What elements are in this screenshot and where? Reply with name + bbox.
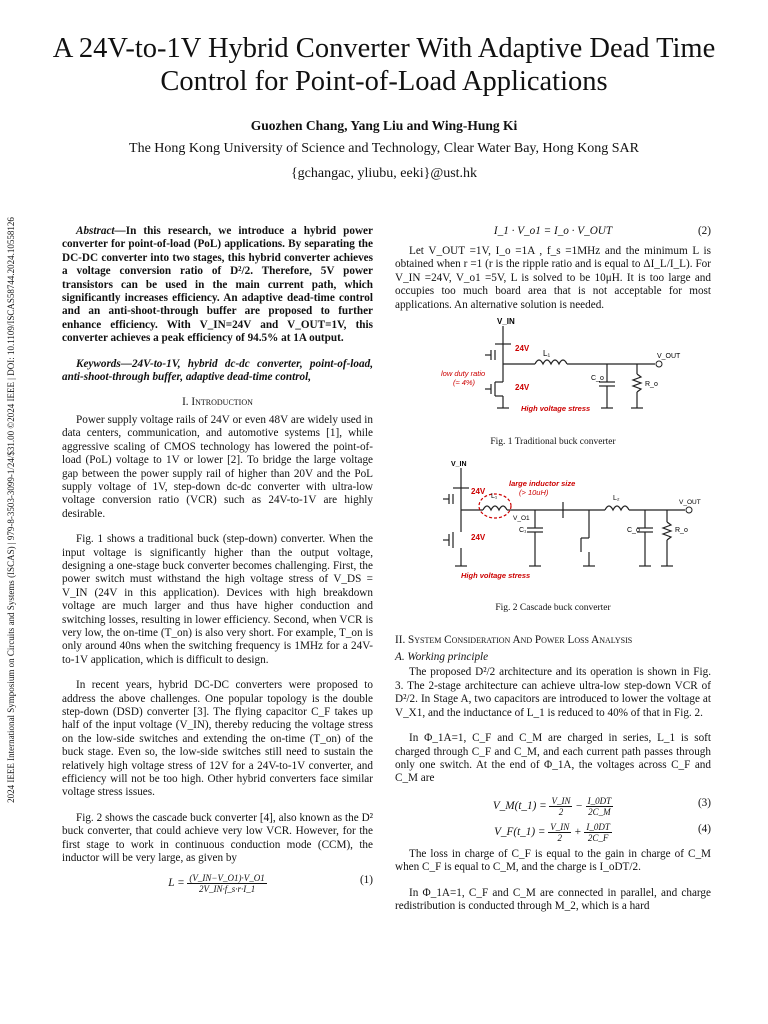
eq3-n2: I_0DT bbox=[587, 795, 612, 806]
paper-title: A 24V-to-1V Hybrid Converter With Adaptive Dead Time Control for Point-of-Load Applications bbox=[52, 33, 716, 97]
intro-paragraph-4: Fig. 2 shows the cascade buck converter [4], also known as the D² buck converter, that could achieve very low VCR. However, for the first stage to work in continuous conduction mode (CCM), the inductor will be very large, as given by bbox=[62, 811, 373, 865]
subsection-a-heading: A. Working principle bbox=[395, 651, 489, 664]
paragraph-7: In Φ_1A=1, C_F and C_M are charged in series, L_1 is soft charged through C_F and C_M, and each current path passes through only one switch. At the end of Φ_1A, the voltages across C_F and C_M are bbox=[395, 732, 711, 785]
fig2-large-inductor: large inductor size bbox=[509, 478, 576, 488]
left-column bbox=[62, 225, 373, 895]
eq4-lhs: V_F(t_1) = bbox=[494, 825, 546, 838]
eq3-d1: 2 bbox=[558, 806, 564, 817]
eq3-number: (3) bbox=[697, 796, 711, 809]
fig1-low-duty-value: (≈ 4%) bbox=[453, 378, 476, 388]
keywords bbox=[62, 358, 373, 385]
eq2-body: I_1 · V_o1 = I_o · V_OUT bbox=[493, 225, 613, 237]
fig1-vin-label: V_IN bbox=[497, 318, 515, 327]
keywords-text: 24V-to-1V, hybrid dc-dc converter, point-of-load, anti-shoot-through buffer, adaptive dead-time control, bbox=[62, 357, 373, 384]
equation-1 bbox=[62, 869, 373, 895]
fig1-24v-bottom: 24V bbox=[515, 383, 530, 393]
eq4-operator: + bbox=[574, 825, 582, 838]
fig2-vin-label: V_IN bbox=[451, 460, 467, 468]
fig2-vout-label: V_OUT bbox=[679, 498, 701, 506]
fig2-c1-label: C₁ bbox=[519, 526, 527, 534]
fig2-l2-label: L₂ bbox=[613, 494, 620, 502]
authors: Guozhen Chang, Yang Liu and Wing-Hung Ki bbox=[250, 118, 518, 133]
paragraph-8: The loss in charge of C_F is equal to the gain in charge of C_M when C_F is equal to C_M, and the charge is I_oDT/2. bbox=[395, 847, 711, 874]
eq1-number: (1) bbox=[359, 874, 373, 887]
eq3-operator: − bbox=[575, 799, 583, 812]
fig2-co-label: C_o bbox=[627, 526, 640, 534]
doi-sidebar bbox=[3, 190, 19, 830]
fig2-vo1-label: V_O1 bbox=[513, 514, 530, 522]
affiliation: The Hong Kong University of Science and Technology, Clear Water Bay, Hong Kong SAR bbox=[129, 141, 639, 156]
fig2-caption: Fig. 2 Cascade buck converter bbox=[495, 603, 611, 614]
fig2-hv-stress: High voltage stress bbox=[461, 570, 531, 580]
eq4-d2: 2C_F bbox=[587, 832, 609, 843]
fig1-ro-label: R_o bbox=[645, 381, 658, 389]
fig2-24v-bottom: 24V bbox=[471, 532, 486, 542]
eq4-d1: 2 bbox=[557, 832, 562, 843]
fig1-schematic bbox=[395, 318, 711, 430]
fig1-24v-top: 24V bbox=[515, 344, 530, 354]
paragraph-9: In Φ_1A=1, C_F and C_M are connected in parallel, and charge redistribution is conducted through M_2, which is a hard bbox=[395, 886, 711, 912]
right-column bbox=[395, 225, 711, 913]
eq3-lhs: V_M(t_1) = bbox=[492, 799, 547, 812]
keywords-label: Keywords— bbox=[76, 357, 132, 370]
fig2-schematic bbox=[395, 458, 711, 596]
eq3-d2: 2C_M bbox=[588, 806, 611, 817]
fig1-low-duty-label: low duty ratio bbox=[441, 369, 486, 379]
fig1-caption: Fig. 1 Traditional buck converter bbox=[490, 437, 616, 448]
paragraph-5: Let V_OUT =1V, I_o =1A , f_s =1MHz and the minimum L is obtained when r =1 (r is the ripple ratio and is equal to ΔI_L/I_L). For V_IN =24V, V_o1 =5V, L is solved to be 10μH. It is too large and occupies too much board area that is not acceptable for most applications. An alternative solution is needed. bbox=[395, 245, 711, 311]
fig2-l1-label: L₁ bbox=[491, 492, 498, 500]
fig1-hv-stress: High voltage stress bbox=[521, 404, 591, 414]
intro-paragraph-3: In recent years, hybrid DC-DC converters were proposed to address the above challenges. One popular topology is the double step-down (DSD) converter [3]. The flying capacitor C_F takes up half of the input voltage (V_IN), thereby reducing the voltage stress on the low-side switches and extending the on-time (T_on) of the buck stage. Even so, the low-side switches still need to sustain the relatively high voltage stress of 12V for a 24V-to-1V converter, and efficiency will not be too high. Other hybrid converters face similar voltage stress issues. bbox=[62, 679, 373, 799]
equation-2 bbox=[395, 225, 711, 245]
fig1-vout-label: V_OUT bbox=[657, 353, 681, 361]
eq1-denominator: 2V_IN·f_s·r·I_1 bbox=[198, 884, 256, 895]
eq1-lhs: L = bbox=[168, 877, 185, 890]
fig1-co-label: C_o bbox=[591, 375, 604, 383]
figure-2 bbox=[395, 458, 711, 616]
eq4-number: (4) bbox=[697, 822, 711, 835]
equation-3 bbox=[395, 792, 711, 818]
abstract-label: Abstract— bbox=[76, 225, 126, 237]
author-emails: {gchangac, yliubu, eeki}@ust.hk bbox=[290, 166, 478, 181]
eq1-numerator: (V_IN−V_O1)·V_O1 bbox=[189, 873, 265, 884]
intro-paragraph-2: Fig. 1 shows a traditional buck (step-down) converter. When the input voltage is significantly higher than the output voltage, designing a one-stage buck converter becomes challenging. First, the power switch must withstand the high voltage stress of V_DS = V_IN (24V in this application). Devices with high breakdown voltage are much larger and thus have higher conduction and switching losses, resulting in lower efficiency. Second, when VCR is very low, the on-time (T_on) is also very short. For example, T_on is only around 40ns when the switching frequency is 1MHz for a 24V-to-1V application, which is difficult to design. bbox=[62, 533, 373, 666]
eq2-number: (2) bbox=[697, 225, 711, 237]
fig2-24v-top: 24V bbox=[471, 486, 486, 496]
section-heading-system: II. System Consideration And Power Loss Analysis bbox=[395, 633, 633, 646]
figure-1 bbox=[395, 318, 711, 450]
fig2-ro-label: R_o bbox=[675, 526, 688, 534]
section-heading-intro: I. Introduction bbox=[182, 396, 253, 409]
eq3-n1: V_IN bbox=[551, 795, 571, 806]
abstract bbox=[62, 225, 373, 346]
abstract-text: In this research, we introduce a hybrid power converter for point-of-load (PoL) applications. By separating the DC-DC converter into two stages, this hybrid converter achieves a voltage conversion ratio of D²/2. Therefore, 5V power transistors can be used in the main current path, which significantly increases efficiency. An adaptive dead-time control and an anti-shoot-through buffer are proposed to further enhance efficiency. With V_IN=24V and V_OUT=1V, this converter achieves a peak efficiency of 94.5% at 1A output. bbox=[62, 225, 373, 345]
paragraph-6: The proposed D²/2 architecture and its operation is shown in Fig. 3. The 2-stage architecture can achieve ultra-low step-down VCR of D²/2. In Stage A, two capacitors are introduced to lower the voltage at V_X1, and the inductance of L_1 is reduced to 40% of that in Fig. 2. bbox=[395, 666, 711, 719]
eq4-n1: V_IN bbox=[550, 821, 570, 832]
fig2-large-inductor-value: (> 10uH) bbox=[519, 487, 549, 497]
intro-paragraph-1: Power supply voltage rails of 24V or even 48V are widely used in data centers, communication, and automotive systems [1], while aggressive scaling of CMOS technology has lowered the point-of-load (PoL) voltage to 1V or lower [2]. To bridge the large voltage gap between the power supply rail of higher than 20V and the PoL supply voltage of 1V, step-down dc-dc converter with ultra-low voltage conversion ratio (VCR) such as 24V-to-1V are highly desirable. bbox=[62, 413, 373, 520]
sidebar-text: 2024 IEEE International Symposium on Circuits and Systems (ISCAS) | 979-8-3503-3099-1/24/$31.00 ©2024 IEEE | DOI: 10.1109/ISCAS58744.2024.10558126 bbox=[6, 217, 16, 803]
equation-4 bbox=[395, 818, 711, 844]
eq4-n2: I_0DT bbox=[586, 821, 610, 832]
fig1-l1-label: L₁ bbox=[543, 349, 551, 359]
